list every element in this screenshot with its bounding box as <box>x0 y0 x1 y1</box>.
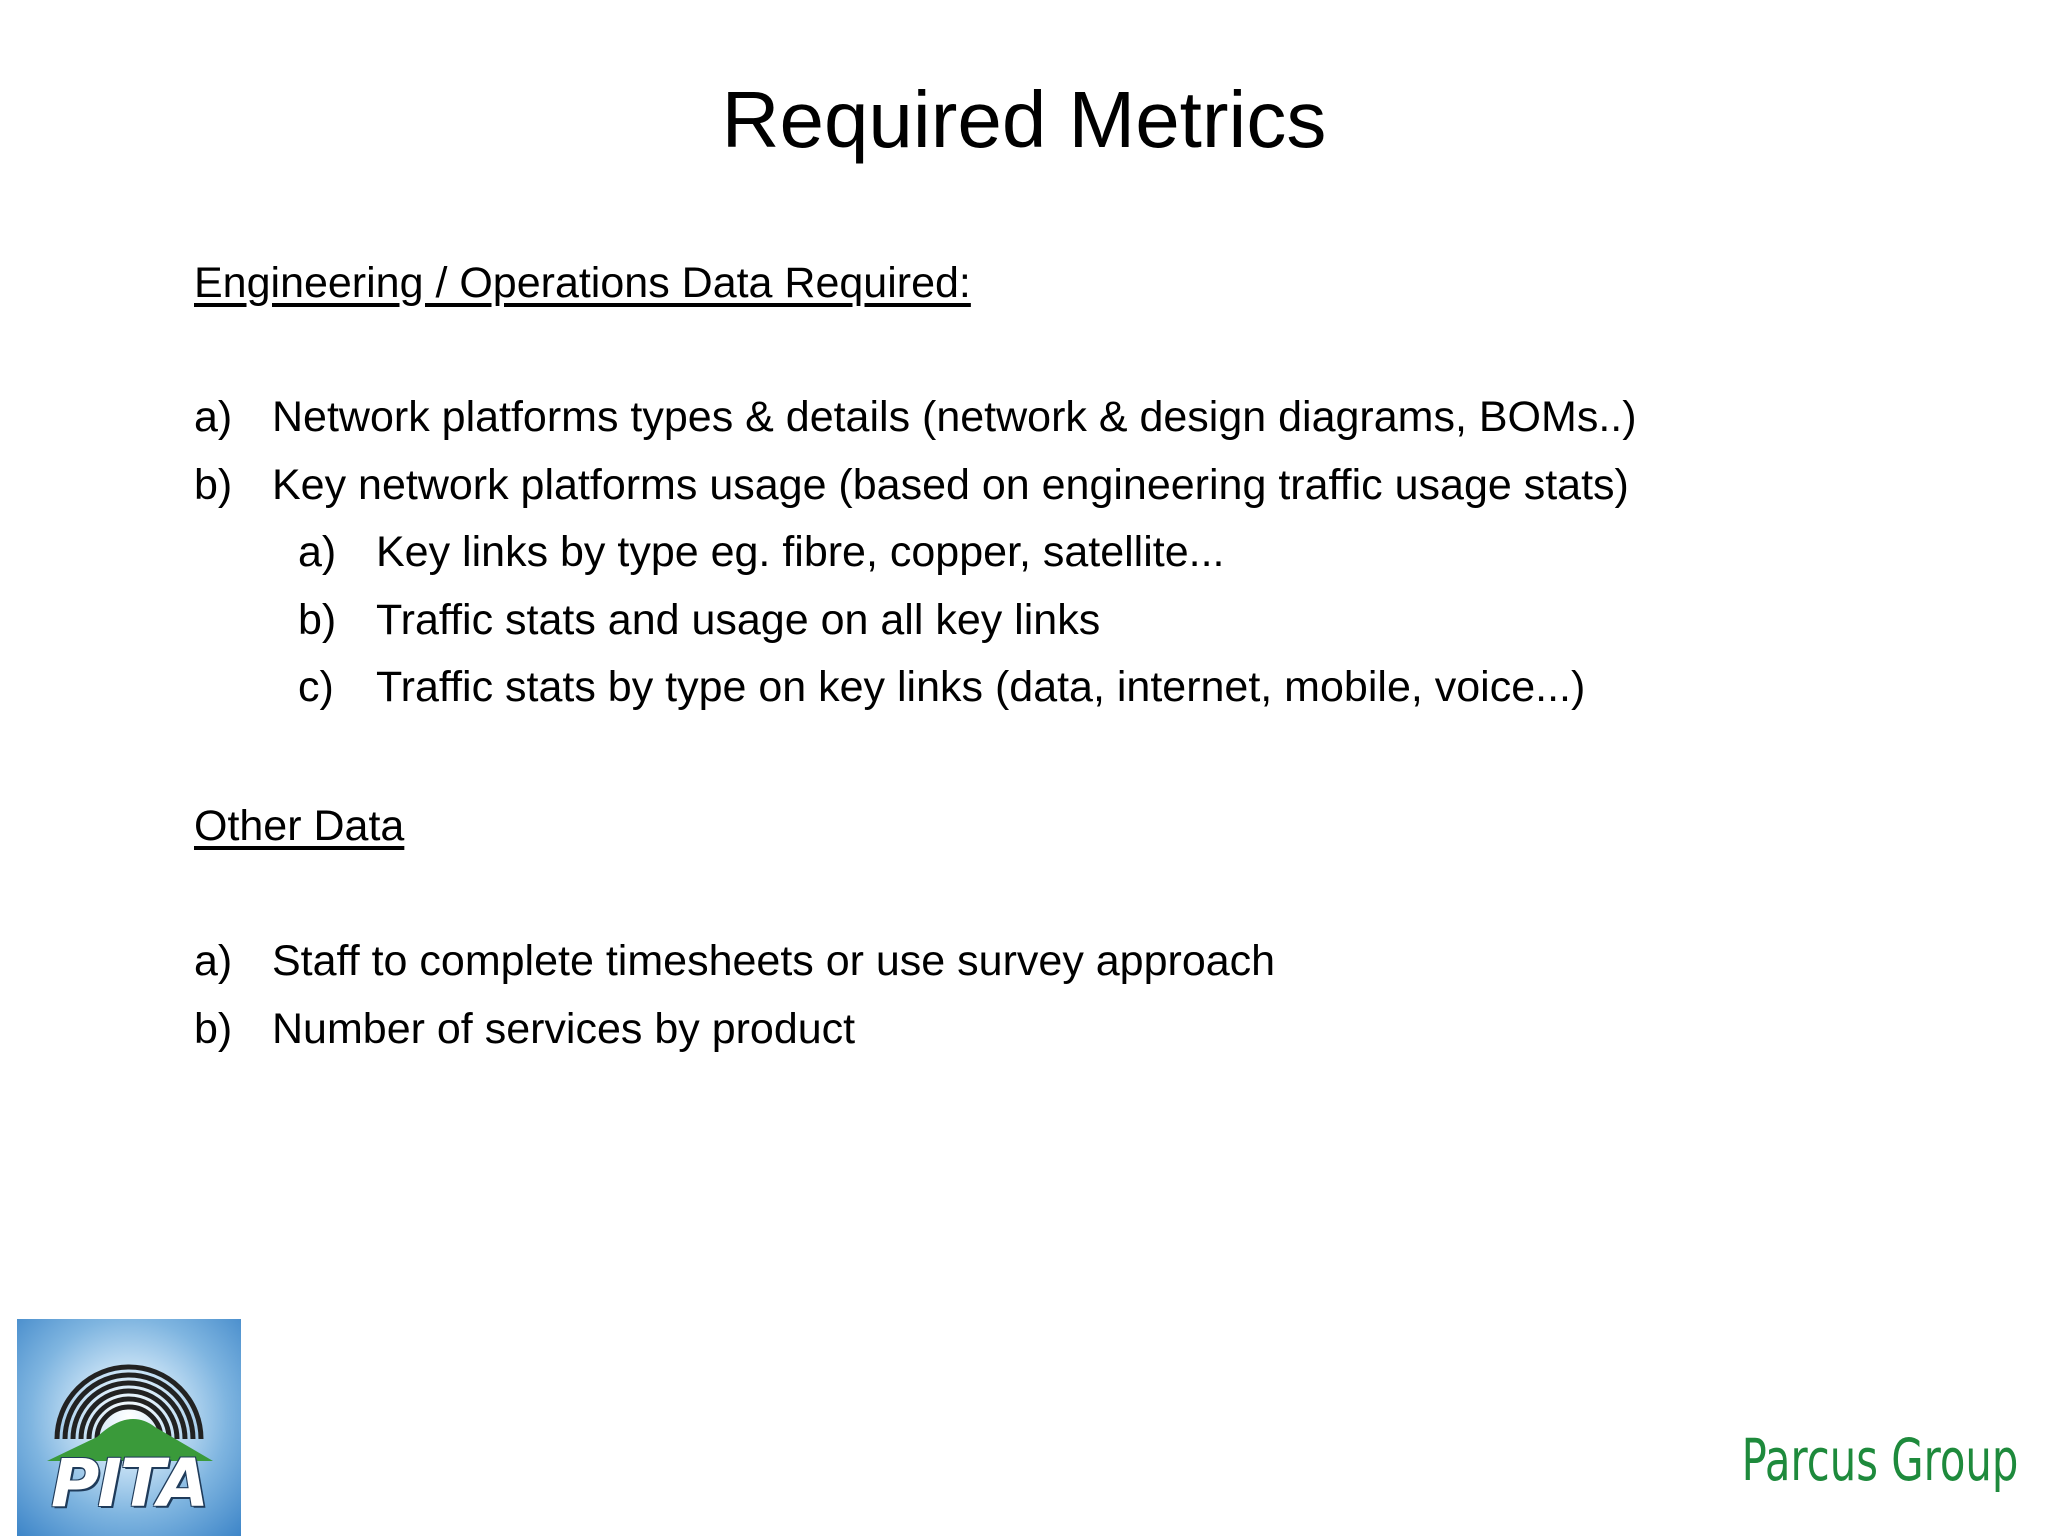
sub-list-item <box>194 587 1637 655</box>
list-item <box>194 928 1275 996</box>
list-item <box>194 384 1637 452</box>
list-marker: c) <box>298 663 334 711</box>
engineering-list <box>194 384 1637 722</box>
list-item <box>194 452 1637 520</box>
pita-logo-text: PITA <box>51 1445 207 1522</box>
list-marker: a) <box>194 393 233 441</box>
pita-logo <box>17 1319 241 1536</box>
list-item-text: Traffic stats by type on key links (data, internet, mobile, voice...) <box>376 663 1586 711</box>
other-data-list <box>194 928 1275 1063</box>
list-marker: a) <box>194 937 233 985</box>
list-marker: b) <box>194 460 233 509</box>
parcus-group-logo: Parcus Group <box>1741 1426 2018 1494</box>
list-item-text: Number of services by product <box>272 1004 856 1053</box>
list-item-text: Key links by type eg. fibre, copper, satellite... <box>376 528 1225 576</box>
list-marker: b) <box>194 1004 233 1053</box>
list-item-text: Staff to complete timesheets or use survey approach <box>272 937 1276 985</box>
section-heading-other: Other Data <box>194 802 405 850</box>
list-item-text: Traffic stats and usage on all key links <box>376 595 1101 644</box>
list-item-text: Network platforms types & details (network & design diagrams, BOMs..) <box>272 393 1637 441</box>
section-heading-engineering: Engineering / Operations Data Required: <box>194 259 971 307</box>
slide-title: Required Metrics <box>721 75 1327 164</box>
list-marker: b) <box>298 595 337 644</box>
list-marker: a) <box>298 528 337 576</box>
sub-list-item <box>194 654 1637 722</box>
list-item-text: Key network platforms usage (based on engineering traffic usage stats) <box>272 460 1629 509</box>
sub-list-item <box>194 519 1637 587</box>
list-item <box>194 996 1275 1064</box>
